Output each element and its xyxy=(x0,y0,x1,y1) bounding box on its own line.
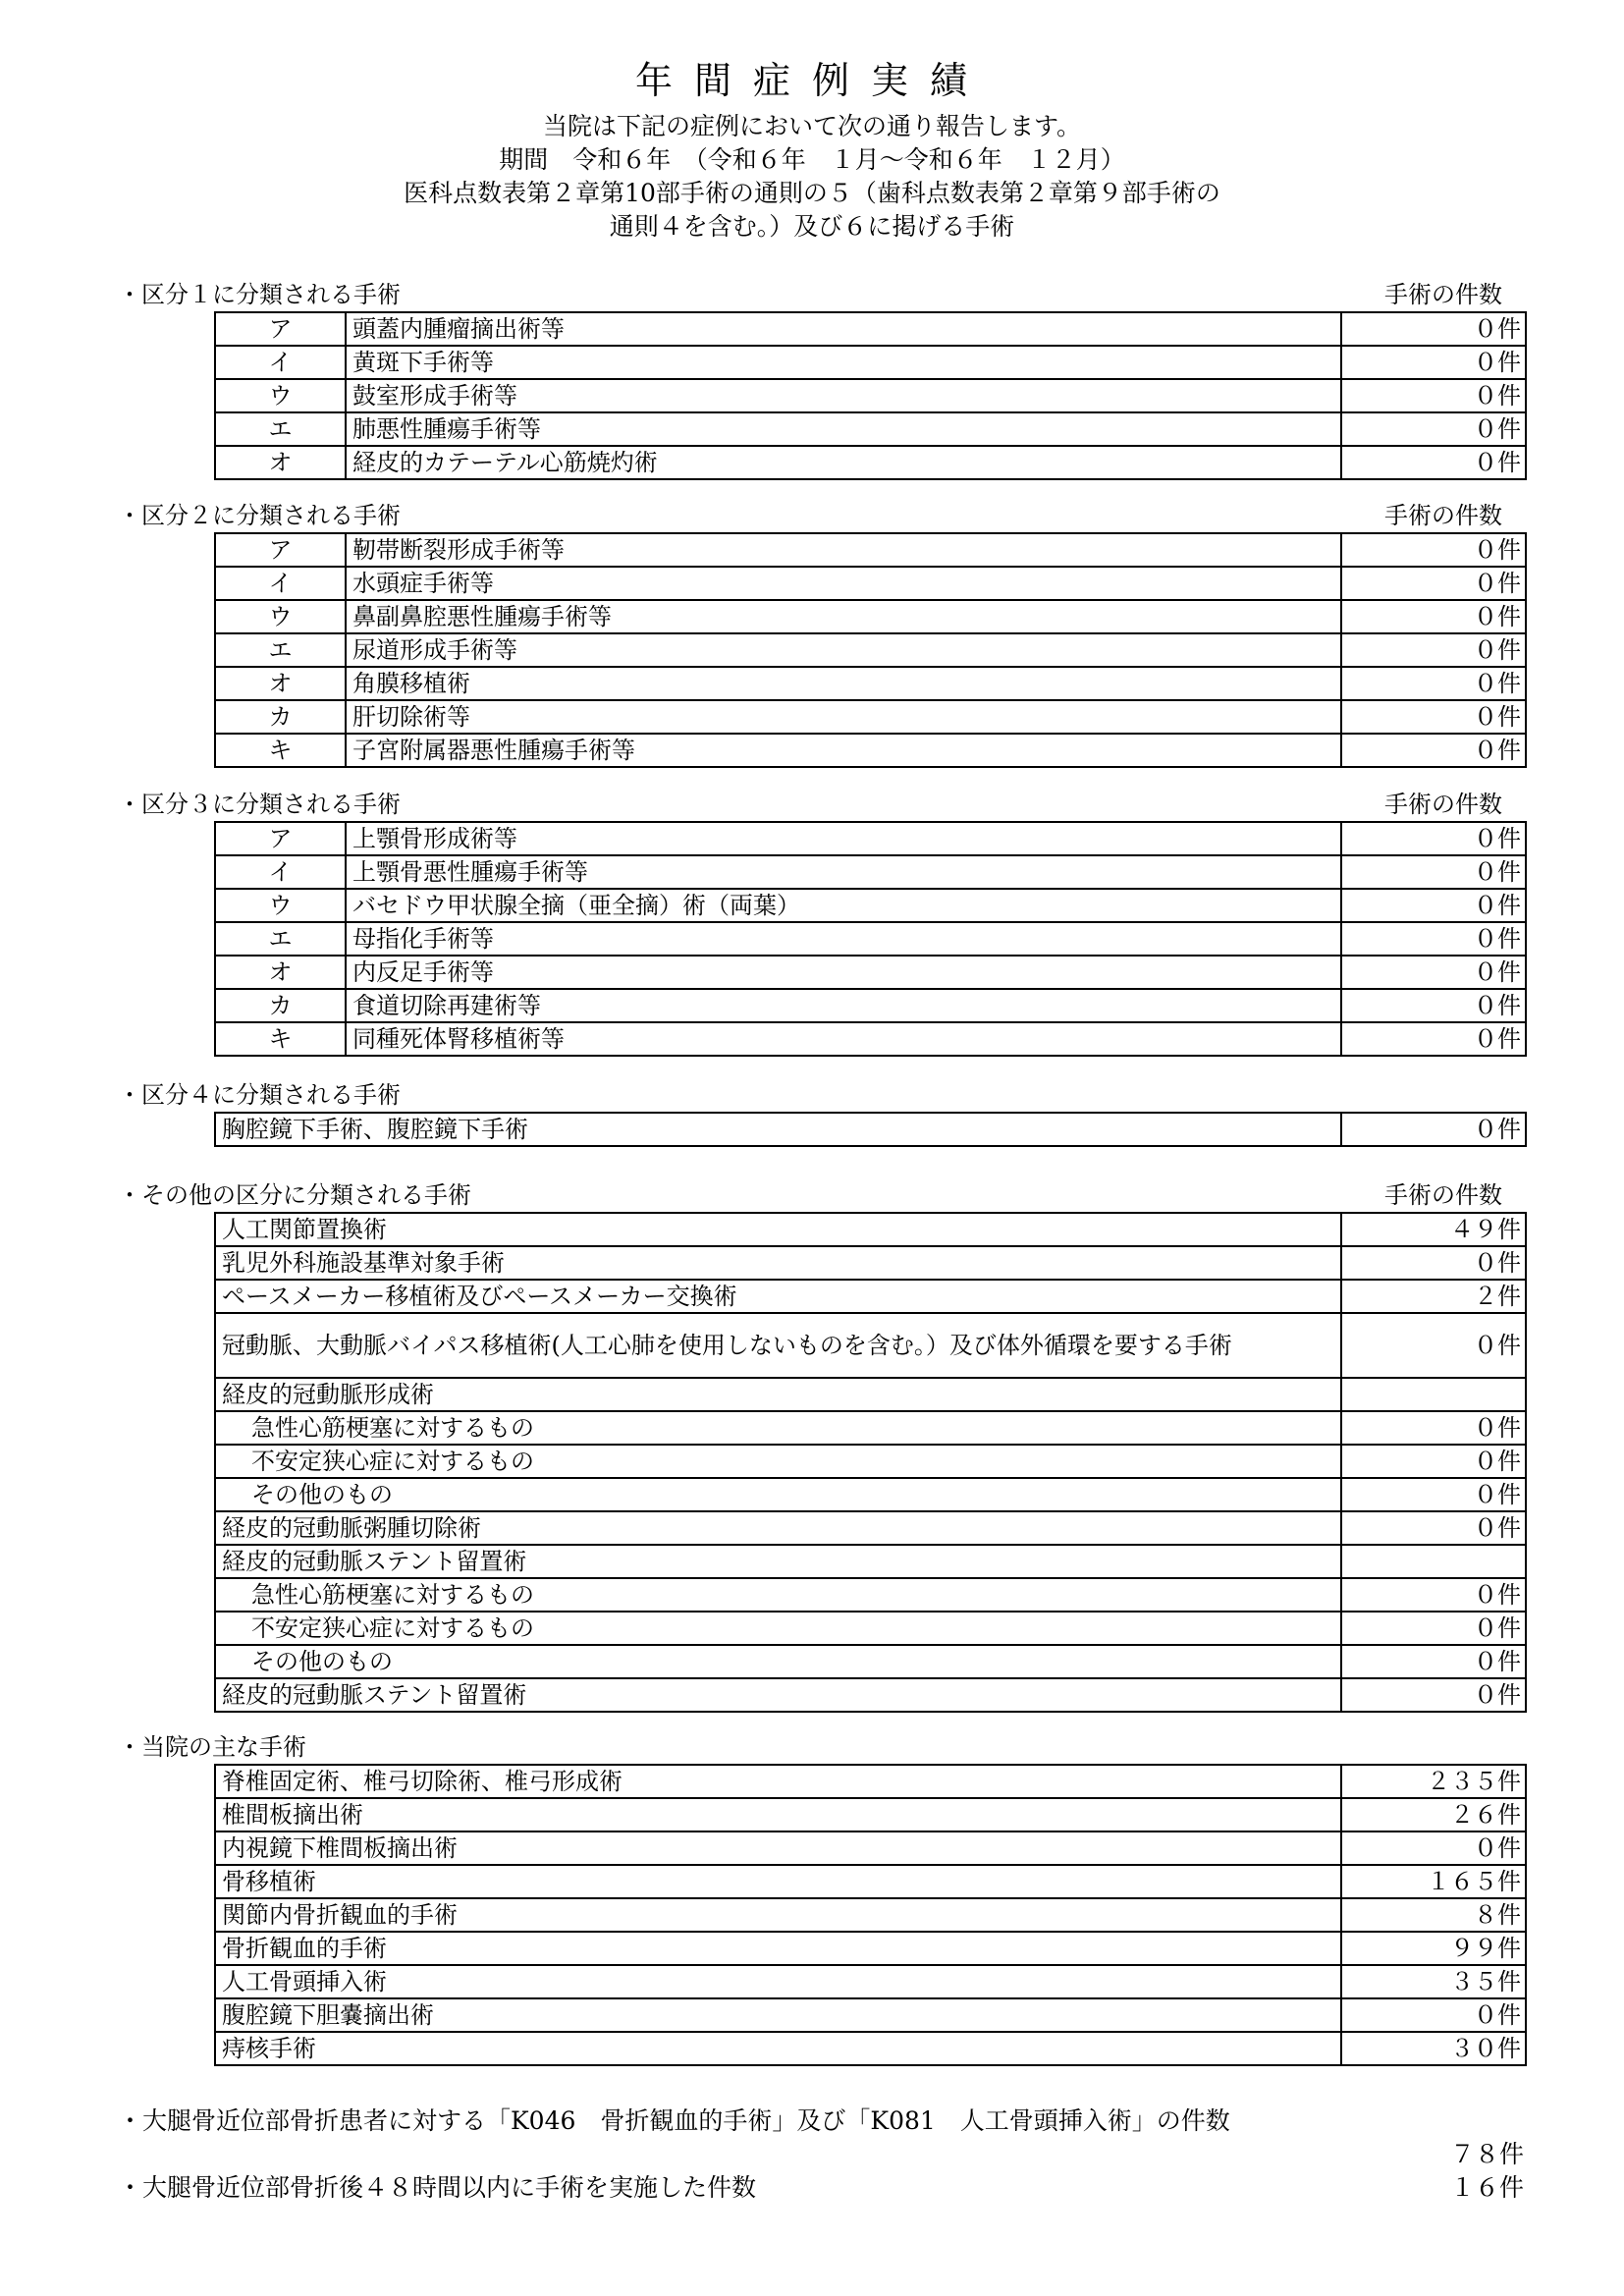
surgery-name: 痔核手術 xyxy=(215,2032,1341,2065)
row-letter: キ xyxy=(215,734,346,767)
count-column-header: 手術の件数 xyxy=(1384,502,1502,529)
table-row xyxy=(215,1246,1526,1280)
surgery-name: 尿道形成手術等 xyxy=(346,633,1341,667)
surgery-name: 経皮的冠動脈ステント留置術 xyxy=(215,1545,1341,1578)
section-category-1 xyxy=(118,278,1532,480)
within-48h-count: １６件 xyxy=(1449,2173,1524,2202)
surgery-name: 鼓室形成手術等 xyxy=(346,379,1341,412)
case-count: ０件 xyxy=(1341,889,1526,922)
table-row xyxy=(215,1213,1526,1246)
row-letter: ア xyxy=(215,822,346,855)
surgery-table xyxy=(214,821,1527,1057)
surgery-name: 上顎骨悪性腫瘍手術等 xyxy=(346,855,1341,889)
case-count: ０件 xyxy=(1341,633,1526,667)
surgery-name: 急性心筋梗塞に対するもの xyxy=(215,1411,1341,1445)
report-statement: 当院は下記の症例において次の通り報告します。 xyxy=(542,112,1081,140)
scope-line-2: 通則４を含む。）及び６に掲げる手術 xyxy=(609,212,1015,241)
case-count: ０件 xyxy=(1341,855,1526,889)
surgery-name: 脊椎固定術、椎弓切除術、椎弓形成術 xyxy=(215,1765,1341,1798)
section-title: ・その他の区分に分類される手術 xyxy=(118,1181,471,1209)
section-title: ・区分４に分類される手術 xyxy=(118,1081,401,1109)
count-column-header: 手術の件数 xyxy=(1384,281,1502,308)
surgery-table xyxy=(214,1112,1527,1147)
case-count: ０件 xyxy=(1341,667,1526,700)
case-count: ２６件 xyxy=(1341,1798,1526,1831)
section-other-categories xyxy=(118,1178,1532,1713)
row-letter: エ xyxy=(215,633,346,667)
row-letter: エ xyxy=(215,412,346,446)
table-row xyxy=(215,412,1526,446)
surgery-name: その他のもの xyxy=(215,1645,1341,1678)
row-letter: オ xyxy=(215,667,346,700)
case-count: ０件 xyxy=(1341,346,1526,379)
section-category-2 xyxy=(118,499,1532,768)
case-count: ０件 xyxy=(1341,1612,1526,1645)
case-count: ０件 xyxy=(1341,822,1526,855)
row-letter: イ xyxy=(215,567,346,600)
surgery-name: 食道切除再建術等 xyxy=(346,989,1341,1022)
surgery-name: 不安定狭心症に対するもの xyxy=(215,1612,1341,1645)
table-row xyxy=(215,312,1526,346)
case-count: ０件 xyxy=(1341,533,1526,567)
table-row xyxy=(215,1313,1526,1378)
row-letter: ア xyxy=(215,533,346,567)
table-row xyxy=(215,1113,1526,1146)
report-period: 期間 令和６年 （令和６年 １月～令和６年 １２月） xyxy=(499,145,1125,174)
case-count xyxy=(1341,1378,1526,1411)
case-count: ０件 xyxy=(1341,1998,1526,2032)
case-count: ２件 xyxy=(1341,1280,1526,1313)
table-row xyxy=(215,1511,1526,1545)
count-column-header: 手術の件数 xyxy=(1384,791,1502,818)
surgery-name: 経皮的冠動脈形成術 xyxy=(215,1378,1341,1411)
row-letter: ウ xyxy=(215,889,346,922)
page-title: 年間症例実績 xyxy=(634,59,989,102)
table-row xyxy=(215,1865,1526,1898)
table-row xyxy=(215,1378,1526,1411)
surgery-name: 肝切除術等 xyxy=(346,700,1341,734)
row-letter: エ xyxy=(215,922,346,956)
case-count: ０件 xyxy=(1341,922,1526,956)
case-count: ０件 xyxy=(1341,700,1526,734)
surgery-name: 人工関節置換術 xyxy=(215,1213,1341,1246)
surgery-name: 骨移植術 xyxy=(215,1865,1341,1898)
case-count: ２３５件 xyxy=(1341,1765,1526,1798)
surgery-name: 黄斑下手術等 xyxy=(346,346,1341,379)
surgery-name: 胸腔鏡下手術、腹腔鏡下手術 xyxy=(215,1113,1341,1146)
case-count: ０件 xyxy=(1341,446,1526,479)
section-title: ・当院の主な手術 xyxy=(118,1733,306,1761)
table-row xyxy=(215,1831,1526,1865)
surgery-name: 水頭症手術等 xyxy=(346,567,1341,600)
section-category-4 xyxy=(118,1078,1532,1147)
table-row xyxy=(215,889,1526,922)
case-count: ０件 xyxy=(1341,1022,1526,1056)
table-row xyxy=(215,822,1526,855)
table-row xyxy=(215,1280,1526,1313)
case-count: ０件 xyxy=(1341,1478,1526,1511)
surgery-name: 腹腔鏡下胆嚢摘出術 xyxy=(215,1998,1341,2032)
table-row xyxy=(215,633,1526,667)
table-row xyxy=(215,533,1526,567)
case-count: ０件 xyxy=(1341,1831,1526,1865)
surgery-name: 内反足手術等 xyxy=(346,956,1341,989)
count-column-header: 手術の件数 xyxy=(1384,1181,1502,1209)
femur-fracture-note: ・大腿骨近位部骨折患者に対する「K046 骨折観血的手術」及び「K081 人工骨頭挿入術」の件数 xyxy=(118,2106,1230,2135)
surgery-name: 角膜移植術 xyxy=(346,667,1341,700)
table-row xyxy=(215,1798,1526,1831)
surgery-name: 人工骨頭挿入術 xyxy=(215,1965,1341,1998)
surgery-table xyxy=(214,1212,1527,1713)
table-row xyxy=(215,1445,1526,1478)
table-row xyxy=(215,667,1526,700)
case-count: ０件 xyxy=(1341,1445,1526,1478)
table-row xyxy=(215,1578,1526,1612)
table-row xyxy=(215,346,1526,379)
table-row xyxy=(215,1678,1526,1712)
section-title: ・区分１に分類される手術 xyxy=(118,281,401,308)
case-count: ０件 xyxy=(1341,1511,1526,1545)
case-count: ８件 xyxy=(1341,1898,1526,1932)
case-count: ３０件 xyxy=(1341,2032,1526,2065)
row-letter: ウ xyxy=(215,600,346,633)
case-count: ０件 xyxy=(1341,567,1526,600)
surgery-name: 急性心筋梗塞に対するもの xyxy=(215,1578,1341,1612)
row-letter: キ xyxy=(215,1022,346,1056)
surgery-name: 頭蓋内腫瘤摘出術等 xyxy=(346,312,1341,346)
case-count: ０件 xyxy=(1341,1578,1526,1612)
case-count: ０件 xyxy=(1341,956,1526,989)
surgery-name: 上顎骨形成術等 xyxy=(346,822,1341,855)
table-row xyxy=(215,1612,1526,1645)
table-row xyxy=(215,700,1526,734)
case-count: ０件 xyxy=(1341,1645,1526,1678)
row-letter: ウ xyxy=(215,379,346,412)
surgery-name: バセドウ甲状腺全摘（亜全摘）術（両葉） xyxy=(346,889,1341,922)
case-count: ０件 xyxy=(1341,412,1526,446)
within-48h-note: ・大腿骨近位部骨折後４８時間以内に手術を実施した件数 xyxy=(118,2173,757,2202)
case-count: ０件 xyxy=(1341,1411,1526,1445)
case-count: ０件 xyxy=(1341,1246,1526,1280)
table-row xyxy=(215,922,1526,956)
table-row xyxy=(215,1645,1526,1678)
table-row xyxy=(215,734,1526,767)
case-count: ０件 xyxy=(1341,1678,1526,1712)
surgery-name: ペースメーカー移植術及びペースメーカー交換術 xyxy=(215,1280,1341,1313)
document-header xyxy=(0,57,1624,244)
case-count: ０件 xyxy=(1341,379,1526,412)
surgery-name: その他のもの xyxy=(215,1478,1341,1511)
section-main-surgeries xyxy=(118,1730,1532,2066)
table-row xyxy=(215,1932,1526,1965)
table-row xyxy=(215,1765,1526,1798)
table-row xyxy=(215,446,1526,479)
table-row xyxy=(215,1965,1526,1998)
case-count: ９９件 xyxy=(1341,1932,1526,1965)
case-count xyxy=(1341,1545,1526,1578)
surgery-name: 不安定狭心症に対するもの xyxy=(215,1445,1341,1478)
case-count: ０件 xyxy=(1341,600,1526,633)
row-letter: カ xyxy=(215,989,346,1022)
table-row xyxy=(215,956,1526,989)
surgery-table xyxy=(214,1764,1527,2066)
surgery-name: 母指化手術等 xyxy=(346,922,1341,956)
surgery-name: 関節内骨折観血的手術 xyxy=(215,1898,1341,1932)
case-count: ０件 xyxy=(1341,312,1526,346)
surgery-table xyxy=(214,532,1527,768)
table-row xyxy=(215,600,1526,633)
surgery-name: 内視鏡下椎間板摘出術 xyxy=(215,1831,1341,1865)
surgery-name: 肺悪性腫瘍手術等 xyxy=(346,412,1341,446)
table-row xyxy=(215,989,1526,1022)
surgery-name: 乳児外科施設基準対象手術 xyxy=(215,1246,1341,1280)
case-count: ０件 xyxy=(1341,1313,1526,1378)
surgery-table xyxy=(214,311,1527,480)
row-letter: カ xyxy=(215,700,346,734)
section-category-3 xyxy=(118,788,1532,1057)
case-count: ４９件 xyxy=(1341,1213,1526,1246)
table-row xyxy=(215,1411,1526,1445)
surgery-name: 鼻副鼻腔悪性腫瘍手術等 xyxy=(346,600,1341,633)
surgery-name: 同種死体腎移植術等 xyxy=(346,1022,1341,1056)
row-letter: オ xyxy=(215,956,346,989)
surgery-name: 骨折観血的手術 xyxy=(215,1932,1341,1965)
surgery-name: 子宮附属器悪性腫瘍手術等 xyxy=(346,734,1341,767)
surgery-name: 冠動脈、大動脈バイパス移植術(人工心肺を使用しないものを含む。）及び体外循環を要する手術 xyxy=(215,1313,1341,1378)
case-count: ３５件 xyxy=(1341,1965,1526,1998)
case-count: １６５件 xyxy=(1341,1865,1526,1898)
row-letter: ア xyxy=(215,312,346,346)
case-count: ０件 xyxy=(1341,1113,1526,1146)
table-row xyxy=(215,1898,1526,1932)
surgery-name: 経皮的冠動脈粥腫切除術 xyxy=(215,1511,1341,1545)
table-row xyxy=(215,855,1526,889)
section-title: ・区分２に分類される手術 xyxy=(118,502,401,529)
row-letter: オ xyxy=(215,446,346,479)
table-row xyxy=(215,1998,1526,2032)
section-title: ・区分３に分類される手術 xyxy=(118,791,401,818)
table-row xyxy=(215,1478,1526,1511)
table-row xyxy=(215,1545,1526,1578)
surgery-name: 椎間板摘出術 xyxy=(215,1798,1341,1831)
surgery-name: 靭帯断裂形成手術等 xyxy=(346,533,1341,567)
case-count: ０件 xyxy=(1341,734,1526,767)
scope-line-1: 医科点数表第２章第10部手術の通則の５（歯科点数表第２章第９部手術の xyxy=(404,179,1220,207)
row-letter: イ xyxy=(215,346,346,379)
surgery-name: 経皮的カテーテル心筋焼灼術 xyxy=(346,446,1341,479)
surgery-name: 経皮的冠動脈ステント留置術 xyxy=(215,1678,1341,1712)
table-row xyxy=(215,567,1526,600)
femur-fracture-count: ７８件 xyxy=(1449,2140,1524,2168)
table-row xyxy=(215,2032,1526,2065)
row-letter: イ xyxy=(215,855,346,889)
case-count: ０件 xyxy=(1341,989,1526,1022)
table-row xyxy=(215,379,1526,412)
table-row xyxy=(215,1022,1526,1056)
